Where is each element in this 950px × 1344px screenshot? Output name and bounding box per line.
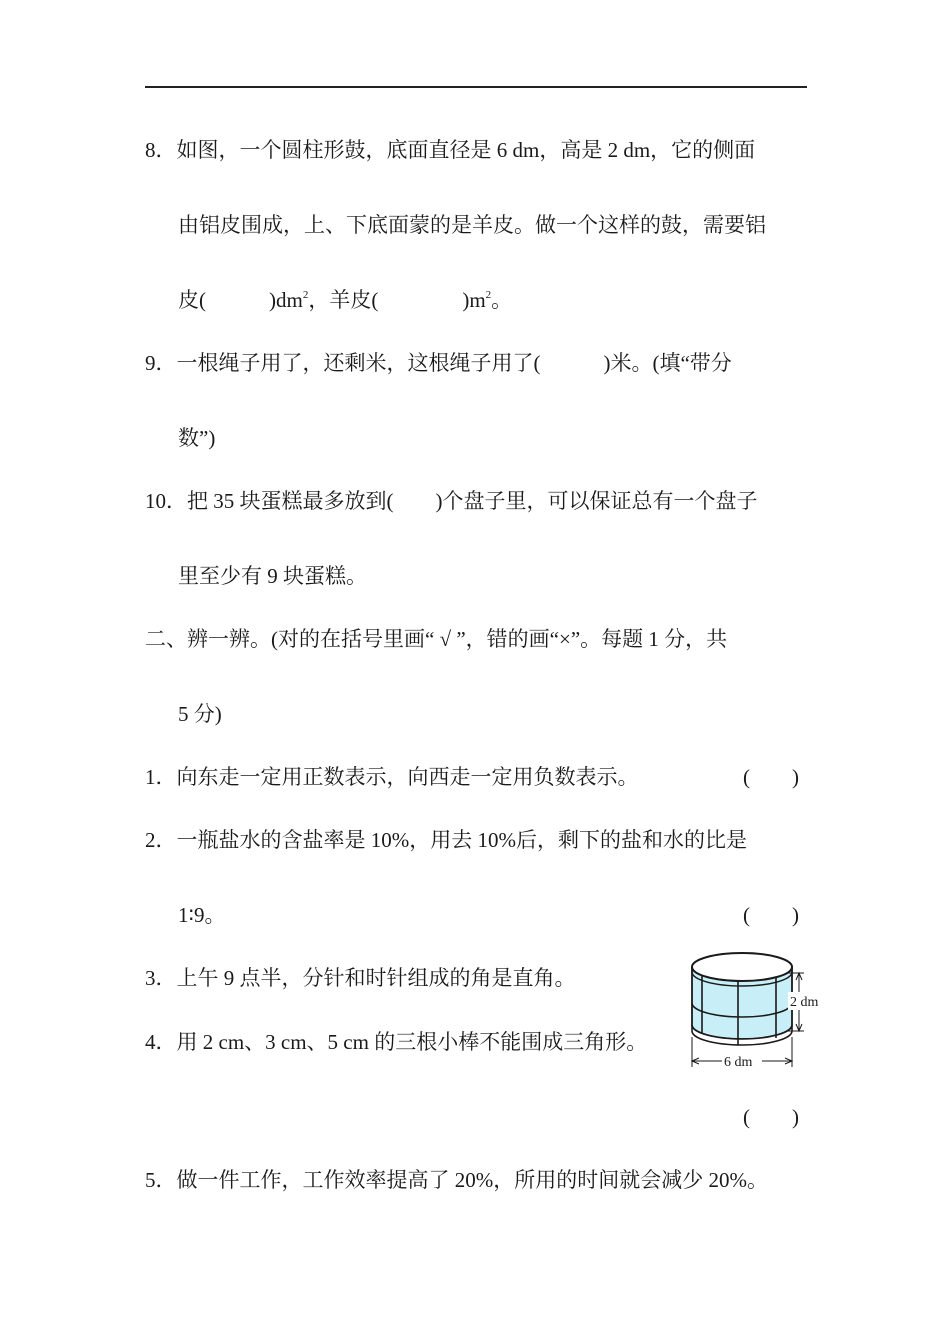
section2-title-line1: 二、辨一辨。(对的在括号里画“ √ ”，错的画“×”。每题 1 分，共 [145,627,728,651]
judge4-answer-paren[interactable]: ( ) [743,1105,799,1129]
drum-figure [680,945,830,1075]
header-rule [145,86,807,88]
judge2-line1: 2．一瓶盐水的含盐率是 10%，用去 10%后，剩下的盐和水的比是 [145,828,747,852]
judge2-line2: 1∶9。 [178,903,226,927]
q8-line1: 8．如图，一个圆柱形鼓，底面直径是 6 dm，高是 2 dm，它的侧面 [145,138,756,162]
judge3-line1: 3．上午 9 点半，分针和时针组成的角是直角。 [145,966,576,990]
q8-line3-b: ，羊皮( )m [308,288,486,312]
q8-line3-c: 。 [491,288,513,312]
q8-sup1: 2 [302,289,309,301]
q8-line3-a: 皮( )dm [178,288,303,312]
judge2-answer-paren[interactable]: ( ) [743,903,799,927]
q8-sup2: 2 [485,289,492,301]
q10-line1: 10．把 35 块蛋糕最多放到( )个盘子里，可以保证总有一个盘子 [145,489,758,513]
diameter-label: 6 dm [724,1055,753,1070]
q8-line3 [178,286,512,314]
height-label: 2 dm [790,995,819,1010]
q8-line2: 由铝皮围成，上、下底面蒙的是羊皮。做一个这样的鼓，需要铝 [178,213,766,237]
judge4-line1: 4．用 2 cm、3 cm、5 cm 的三根小棒不能围成三角形。 [145,1030,648,1054]
q9-line1: 9．一根绳子用了，还剩米，这根绳子用了( )米。(填“带分 [145,351,732,375]
judge5-line1: 5．做一件工作，工作效率提高了 20%，所用的时间就会减少 20%。 [145,1168,768,1192]
drum-top [692,953,792,981]
judge1-line1: 1．向东走一定用正数表示，向西走一定用负数表示。 [145,765,639,789]
section2-title-line2: 5 分) [178,702,222,726]
q9-line2: 数”) [178,426,216,450]
q10-line2: 里至少有 9 块蛋糕。 [178,564,367,588]
judge1-answer-paren[interactable]: ( ) [743,765,799,789]
